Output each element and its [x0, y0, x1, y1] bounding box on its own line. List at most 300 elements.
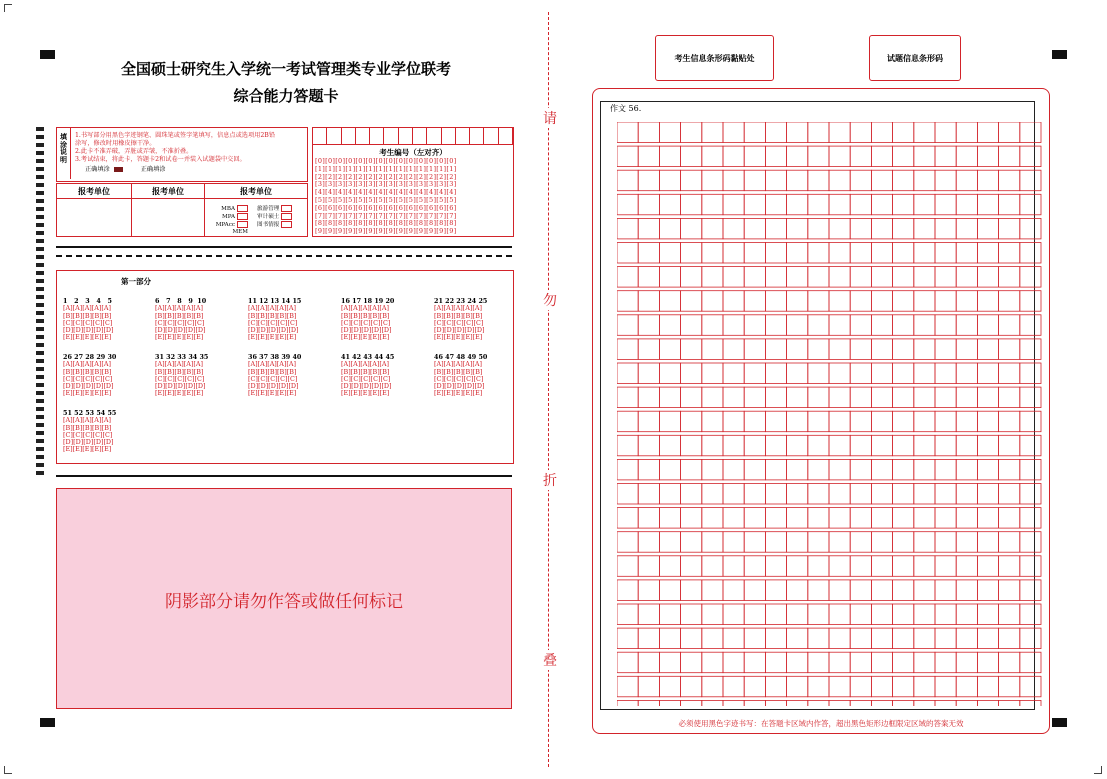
- essay-cell: [681, 243, 702, 264]
- essay-cell: [914, 556, 935, 577]
- essay-cell: [999, 604, 1020, 625]
- essay-cell: [744, 243, 765, 264]
- essay-cell: [977, 291, 998, 312]
- instruction-line: 2.此卡不准弄破，弄脏或弄皱，不准折叠。: [75, 148, 193, 155]
- essay-cell: [723, 170, 744, 191]
- essay-cell: [999, 267, 1020, 288]
- essay-cell: [659, 652, 680, 673]
- essay-cell: [829, 218, 850, 239]
- essay-cell: [702, 291, 723, 312]
- timing-mark: [1052, 718, 1067, 727]
- essay-cell: [914, 508, 935, 528]
- essay-cell: [999, 700, 1020, 706]
- essay-cell: [723, 387, 744, 408]
- essay-cell: [744, 146, 765, 167]
- essay-cell: [808, 218, 829, 239]
- essay-cell: [702, 411, 723, 432]
- question-group[interactable]: 6 7 8 9 10 [A][A][A][A][A] [B][B][B][B][B] [C][C][C][C][C] [D][D][D][D][D] [E][E][E][E][E]: [155, 297, 207, 342]
- essay-cell: [956, 243, 977, 264]
- essay-cell: [914, 291, 935, 312]
- essay-cell: [935, 170, 956, 191]
- essay-cell: [850, 363, 871, 384]
- essay-cell: [617, 604, 638, 625]
- essay-cell: [850, 652, 871, 673]
- essay-cell: [787, 604, 808, 625]
- essay-cell: [787, 532, 808, 553]
- essay-cell: [829, 484, 850, 505]
- essay-cell: [702, 339, 723, 360]
- essay-cell: [723, 508, 744, 528]
- essay-cell: [977, 146, 998, 167]
- fold-char: 折: [543, 470, 557, 490]
- essay-cell: [956, 387, 977, 408]
- essay-cell: [850, 532, 871, 553]
- essay-cell: [935, 363, 956, 384]
- essay-cell: [638, 363, 659, 384]
- essay-cell: [744, 556, 765, 577]
- correct-fill-label: 正确填涂: [85, 166, 110, 173]
- essay-cell: [681, 170, 702, 191]
- essay-cell: [723, 218, 744, 239]
- essay-cell: [871, 508, 892, 528]
- essay-cell: [659, 267, 680, 288]
- essay-cell: [935, 122, 956, 143]
- essay-cell: [787, 339, 808, 360]
- question-group[interactable]: 36 37 38 39 40 [A][A][A][A][A] [B][B][B][B][B] [C][C][C][C][C] [D][D][D][D][D] [E][E][E][E][E]: [248, 353, 302, 398]
- essay-cell: [723, 676, 744, 697]
- essay-cell: [850, 122, 871, 143]
- essay-cell: [977, 339, 998, 360]
- essay-cell: [977, 194, 998, 215]
- essay-cell: [956, 315, 977, 336]
- question-group[interactable]: 11 12 13 14 15 [A][A][A][A][A] [B][B][B][B][B] [C][C][C][C][C] [D][D][D][D][D] [E][E][E][E][E]: [248, 297, 302, 342]
- crop-mark: [4, 4, 12, 12]
- essay-cell: [638, 387, 659, 408]
- essay-cell: [1020, 676, 1041, 697]
- question-group[interactable]: 1 2 3 4 5 [A][A][A][A][A] [B][B][B][B][B] [C][C][C][C][C] [D][D][D][D][D] [E][E][E][E][E]: [63, 297, 114, 342]
- essay-cell: [914, 122, 935, 143]
- essay-cell: [1020, 218, 1041, 239]
- essay-cell: [659, 363, 680, 384]
- essay-cell: [893, 291, 914, 312]
- timing-mark: [40, 718, 55, 727]
- essay-cell: [787, 459, 808, 480]
- essay-cell: [638, 604, 659, 625]
- essay-cell: [850, 170, 871, 191]
- essay-cell: [914, 484, 935, 505]
- essay-cell: [638, 291, 659, 312]
- essay-cell: [787, 435, 808, 456]
- essay-cell: [999, 363, 1020, 384]
- essay-cell: [765, 508, 786, 528]
- essay-cell: [787, 387, 808, 408]
- essay-cell: [977, 387, 998, 408]
- program-checkbox[interactable]: [281, 205, 292, 212]
- essay-cell: [829, 508, 850, 528]
- fold-char: 勿: [543, 290, 557, 310]
- essay-cell: [956, 146, 977, 167]
- essay-cell: [871, 194, 892, 215]
- essay-cell: [1020, 580, 1041, 601]
- essay-cell: [765, 387, 786, 408]
- essay-cell: [850, 459, 871, 480]
- essay-cell: [999, 508, 1020, 528]
- essay-cell: [638, 315, 659, 336]
- essay-cell: [893, 315, 914, 336]
- essay-cell: [787, 218, 808, 239]
- essay-cell: [681, 411, 702, 432]
- essay-cell: [723, 315, 744, 336]
- essay-cell: [977, 580, 998, 601]
- essay-cell: [829, 363, 850, 384]
- essay-cell: [956, 411, 977, 432]
- essay-cell: [723, 484, 744, 505]
- essay-cell: [681, 700, 702, 706]
- essay-cell: [871, 363, 892, 384]
- essay-cell: [956, 556, 977, 577]
- essay-cell: [893, 580, 914, 601]
- essay-cell: [914, 315, 935, 336]
- candidate-bubbles[interactable]: [0][0][0][0][0][0][0][0][0][0][0][0][0][0] [1][1][1][1][1][1][1][1][1][1][1][1][1][1] [2][2][2][2][2][2][2][2][2][2][2][2][2][2] [3][3][3][3][3][3][3][3][3][3][3][3][3][3] [4][4][4][4][4][4][4][4][4][4][4][4][4][4] [5][5][5][5][5][5][5][5][5][5][5][5][5][5] [6][6][6][6][6][6][6][6][6][6][6][6][6][6] [7][7][7][7][7][7][7][7][7][7][7][7][7][7] [8][8][8][8][8][8][8][8][8][8][8][8][8][8] [9][9][9][9][9][9][9][9][9][9][9][9][9][9]: [315, 157, 457, 236]
- essay-cell: [744, 652, 765, 673]
- essay-cell: [659, 291, 680, 312]
- essay-cell: [893, 700, 914, 706]
- essay-frame: [600, 101, 1035, 710]
- essay-cell: [617, 218, 638, 239]
- exam-barcode-area[interactable]: 试题信息条形码: [869, 35, 961, 81]
- essay-cell: [893, 170, 914, 191]
- essay-cell: [935, 580, 956, 601]
- essay-cell: [850, 628, 871, 649]
- essay-cell: [935, 459, 956, 480]
- essay-cell: [871, 435, 892, 456]
- essay-cell: [893, 459, 914, 480]
- essay-cell: [956, 267, 977, 288]
- essay-cell: [681, 532, 702, 553]
- essay-cell: [808, 676, 829, 697]
- essay-cell: [659, 315, 680, 336]
- essay-cell: [659, 459, 680, 480]
- essay-cell: [829, 459, 850, 480]
- fold-char: 叠: [543, 650, 557, 670]
- instruction-line: 3.考试结束，将此卡，答题卡2和试卷一并装入试题袋中交回。: [75, 156, 246, 163]
- essay-cell: [617, 435, 638, 456]
- question-group[interactable]: 46 47 48 49 50 [A][A][A][A][A] [B][B][B][B][B] [C][C][C][C][C] [D][D][D][D][D] [E][E][E][E][E]: [434, 353, 488, 398]
- essay-cell: [935, 435, 956, 456]
- program-checkbox[interactable]: [237, 213, 248, 220]
- question-group[interactable]: 21 22 23 24 25 [A][A][A][A][A] [B][B][B][B][B] [C][C][C][C][C] [D][D][D][D][D] [E][E][E][E][E]: [434, 297, 488, 342]
- question-group[interactable]: 51 52 53 54 55 [A][A][A][A][A] [B][B][B][B][B] [C][C][C][C][C] [D][D][D][D][D] [E][E][E][E][E]: [63, 409, 117, 454]
- essay-cell: [893, 363, 914, 384]
- essay-cell: [681, 291, 702, 312]
- essay-cell: [914, 532, 935, 553]
- essay-cell: [681, 484, 702, 505]
- essay-cell: [617, 291, 638, 312]
- program-checkbox[interactable]: [237, 205, 248, 212]
- essay-cell: [914, 146, 935, 167]
- shaded-area-text: 阴影部分请勿作答或做任何标记: [165, 592, 403, 612]
- essay-cell: [808, 243, 829, 264]
- essay-cell: [744, 700, 765, 706]
- essay-cell: [787, 580, 808, 601]
- essay-cell: [659, 580, 680, 601]
- exam-unit-box: [56, 183, 308, 237]
- essay-cell: [765, 194, 786, 215]
- essay-cell: [744, 194, 765, 215]
- essay-cell: [935, 411, 956, 432]
- essay-cell: [723, 291, 744, 312]
- essay-cell: [914, 363, 935, 384]
- essay-cell: [914, 218, 935, 239]
- essay-cell: [617, 508, 638, 528]
- essay-cell: [871, 628, 892, 649]
- part-one-section: [56, 270, 514, 464]
- essay-cell: [659, 339, 680, 360]
- essay-cell: [617, 556, 638, 577]
- essay-cell: [829, 146, 850, 167]
- essay-cell: [893, 628, 914, 649]
- essay-cell: [935, 676, 956, 697]
- essay-cell: [638, 484, 659, 505]
- essay-cell: [744, 339, 765, 360]
- essay-cell: [681, 676, 702, 697]
- essay-cell: [893, 339, 914, 360]
- essay-cell: [702, 243, 723, 264]
- essay-cell: [659, 508, 680, 528]
- essay-cell: [871, 387, 892, 408]
- essay-cell: [977, 652, 998, 673]
- essay-cell: [681, 267, 702, 288]
- essay-cell: [956, 652, 977, 673]
- essay-cell: [893, 508, 914, 528]
- essay-cell: [914, 604, 935, 625]
- essay-cell: [829, 387, 850, 408]
- essay-cell: [787, 122, 808, 143]
- essay-cell: [893, 435, 914, 456]
- sheet-subtitle: 综合能力答题卡: [233, 87, 339, 105]
- essay-cell: [1020, 652, 1041, 673]
- essay-cell: [893, 604, 914, 625]
- essay-cell: [893, 652, 914, 673]
- essay-cell: [893, 532, 914, 553]
- essay-cell: [681, 435, 702, 456]
- essay-cell: [914, 243, 935, 264]
- essay-cell: [850, 411, 871, 432]
- essay-cell: [850, 580, 871, 601]
- essay-cell: [999, 387, 1020, 408]
- essay-cell: [765, 604, 786, 625]
- essay-cell: [808, 556, 829, 577]
- essay-cell: [871, 532, 892, 553]
- essay-cell: [702, 315, 723, 336]
- essay-cell: [659, 146, 680, 167]
- essay-cell: [871, 411, 892, 432]
- essay-cell: [702, 484, 723, 505]
- essay-cell: [829, 194, 850, 215]
- essay-cell: [935, 339, 956, 360]
- essay-cell: [914, 194, 935, 215]
- essay-cell: [723, 580, 744, 601]
- essay-cell: [617, 170, 638, 191]
- essay-cell: [871, 291, 892, 312]
- essay-cell: [638, 580, 659, 601]
- essay-cell: [765, 170, 786, 191]
- essay-cell: [723, 411, 744, 432]
- essay-cell: [1020, 532, 1041, 553]
- essay-cell: [829, 170, 850, 191]
- essay-cell: [1020, 556, 1041, 577]
- essay-cell: [638, 700, 659, 706]
- essay-cell: [808, 194, 829, 215]
- essay-cell: [765, 363, 786, 384]
- essay-cell: [935, 315, 956, 336]
- essay-cell: [617, 194, 638, 215]
- essay-cell: [829, 604, 850, 625]
- unit-header: 报考单位: [57, 184, 131, 199]
- essay-cell: [617, 700, 638, 706]
- timing-mark: [1052, 50, 1067, 59]
- essay-cell: [681, 339, 702, 360]
- essay-cell: [702, 628, 723, 649]
- essay-cell: [808, 508, 829, 528]
- essay-cell: [999, 556, 1020, 577]
- essay-cell: [787, 194, 808, 215]
- essay-cell: [956, 604, 977, 625]
- essay-cell: [871, 315, 892, 336]
- essay-cell: [617, 484, 638, 505]
- candidate-number-cells[interactable]: [313, 128, 513, 145]
- essay-cell: [935, 218, 956, 239]
- essay-cell: [999, 676, 1020, 697]
- essay-cell: [850, 243, 871, 264]
- question-group[interactable]: 31 32 33 34 35 [A][A][A][A][A] [B][B][B][B][B] [C][C][C][C][C] [D][D][D][D][D] [E][E][E][E][E]: [155, 353, 209, 398]
- program-checkbox[interactable]: [237, 221, 248, 228]
- essay-cell: [977, 459, 998, 480]
- fold-char: 请: [543, 108, 557, 128]
- essay-cell: [681, 194, 702, 215]
- essay-cell: [893, 411, 914, 432]
- essay-cell: [638, 459, 659, 480]
- essay-cell: [808, 484, 829, 505]
- essay-cell: [1020, 122, 1041, 143]
- candidate-barcode-area[interactable]: 考生信息条形码黏贴处: [655, 35, 774, 81]
- essay-cell: [829, 556, 850, 577]
- essay-cell: [659, 532, 680, 553]
- essay-cell: [999, 122, 1020, 143]
- essay-cell: [914, 628, 935, 649]
- essay-cell: [638, 508, 659, 528]
- essay-cell: [744, 122, 765, 143]
- essay-cell: [829, 435, 850, 456]
- essay-cell: [808, 580, 829, 601]
- essay-cell: [787, 508, 808, 528]
- essay-cell: [871, 339, 892, 360]
- essay-cell: [638, 532, 659, 553]
- essay-cell: [1020, 146, 1041, 167]
- essay-cell: [808, 459, 829, 480]
- essay-cell: [871, 267, 892, 288]
- essay-cell: [977, 676, 998, 697]
- essay-cell: [935, 387, 956, 408]
- essay-cell: [765, 411, 786, 432]
- essay-cell: [723, 556, 744, 577]
- essay-cell: [702, 363, 723, 384]
- essay-note: 必须使用黑色字迹书写：在答题卡区域内作答，超出黑色矩形边框限定区域的答案无效: [678, 719, 964, 728]
- essay-cell: [744, 580, 765, 601]
- essay-cell: [702, 676, 723, 697]
- essay-cell: [829, 315, 850, 336]
- essay-cell: [702, 146, 723, 167]
- essay-cell: [659, 676, 680, 697]
- separator: [56, 246, 512, 248]
- essay-cell: [1020, 339, 1041, 360]
- essay-grid[interactable]: [617, 122, 1042, 706]
- essay-cell: [681, 580, 702, 601]
- essay-cell: [914, 267, 935, 288]
- essay-cell: [999, 243, 1020, 264]
- essay-cell: [723, 243, 744, 264]
- essay-cell: [850, 146, 871, 167]
- essay-cell: [956, 700, 977, 706]
- essay-cell: [977, 484, 998, 505]
- essay-cell: [723, 122, 744, 143]
- question-group[interactable]: 16 17 18 19 20 [A][A][A][A][A] [B][B][B][B][B] [C][C][C][C][C] [D][D][D][D][D] [E][E][E][E][E]: [341, 297, 395, 342]
- question-group[interactable]: 26 27 28 29 30 [A][A][A][A][A] [B][B][B][B][B] [C][C][C][C][C] [D][D][D][D][D] [E][E][E][E][E]: [63, 353, 117, 398]
- unit-header: 报考单位: [205, 184, 307, 199]
- essay-cell: [787, 676, 808, 697]
- essay-cell: [808, 700, 829, 706]
- essay-cell: [765, 339, 786, 360]
- essay-cell: [659, 387, 680, 408]
- essay-cell: [744, 267, 765, 288]
- essay-cell: [723, 435, 744, 456]
- essay-cell: [765, 652, 786, 673]
- essay-cell: [765, 700, 786, 706]
- essay-cell: [871, 604, 892, 625]
- essay-cell: [977, 508, 998, 528]
- program-checkbox[interactable]: [281, 213, 292, 220]
- essay-cell: [702, 556, 723, 577]
- essay-cell: [850, 508, 871, 528]
- essay-cell: [744, 291, 765, 312]
- essay-cell: [638, 435, 659, 456]
- essay-cell: [723, 532, 744, 553]
- essay-cell: [765, 628, 786, 649]
- essay-cell: [787, 411, 808, 432]
- program-checkbox[interactable]: [281, 221, 292, 228]
- essay-cell: [977, 122, 998, 143]
- essay-cell: [681, 315, 702, 336]
- essay-cell: [977, 267, 998, 288]
- essay-cell: [871, 556, 892, 577]
- essay-cell: [977, 218, 998, 239]
- essay-cell: [1020, 700, 1041, 706]
- question-group[interactable]: 41 42 43 44 45 [A][A][A][A][A] [B][B][B][B][B] [C][C][C][C][C] [D][D][D][D][D] [E][E][E][E][E]: [341, 353, 395, 398]
- essay-cell: [850, 267, 871, 288]
- essay-cell: [956, 218, 977, 239]
- essay-cell: [850, 218, 871, 239]
- essay-cell: [893, 484, 914, 505]
- essay-cell: [744, 387, 765, 408]
- essay-cell: [617, 652, 638, 673]
- essay-cell: [681, 363, 702, 384]
- instructions-text: [75, 132, 303, 174]
- essay-cell: [829, 291, 850, 312]
- essay-cell: [617, 146, 638, 167]
- part-one-title: 第一部分: [121, 277, 151, 286]
- essay-cell: [681, 146, 702, 167]
- essay-cell: [914, 580, 935, 601]
